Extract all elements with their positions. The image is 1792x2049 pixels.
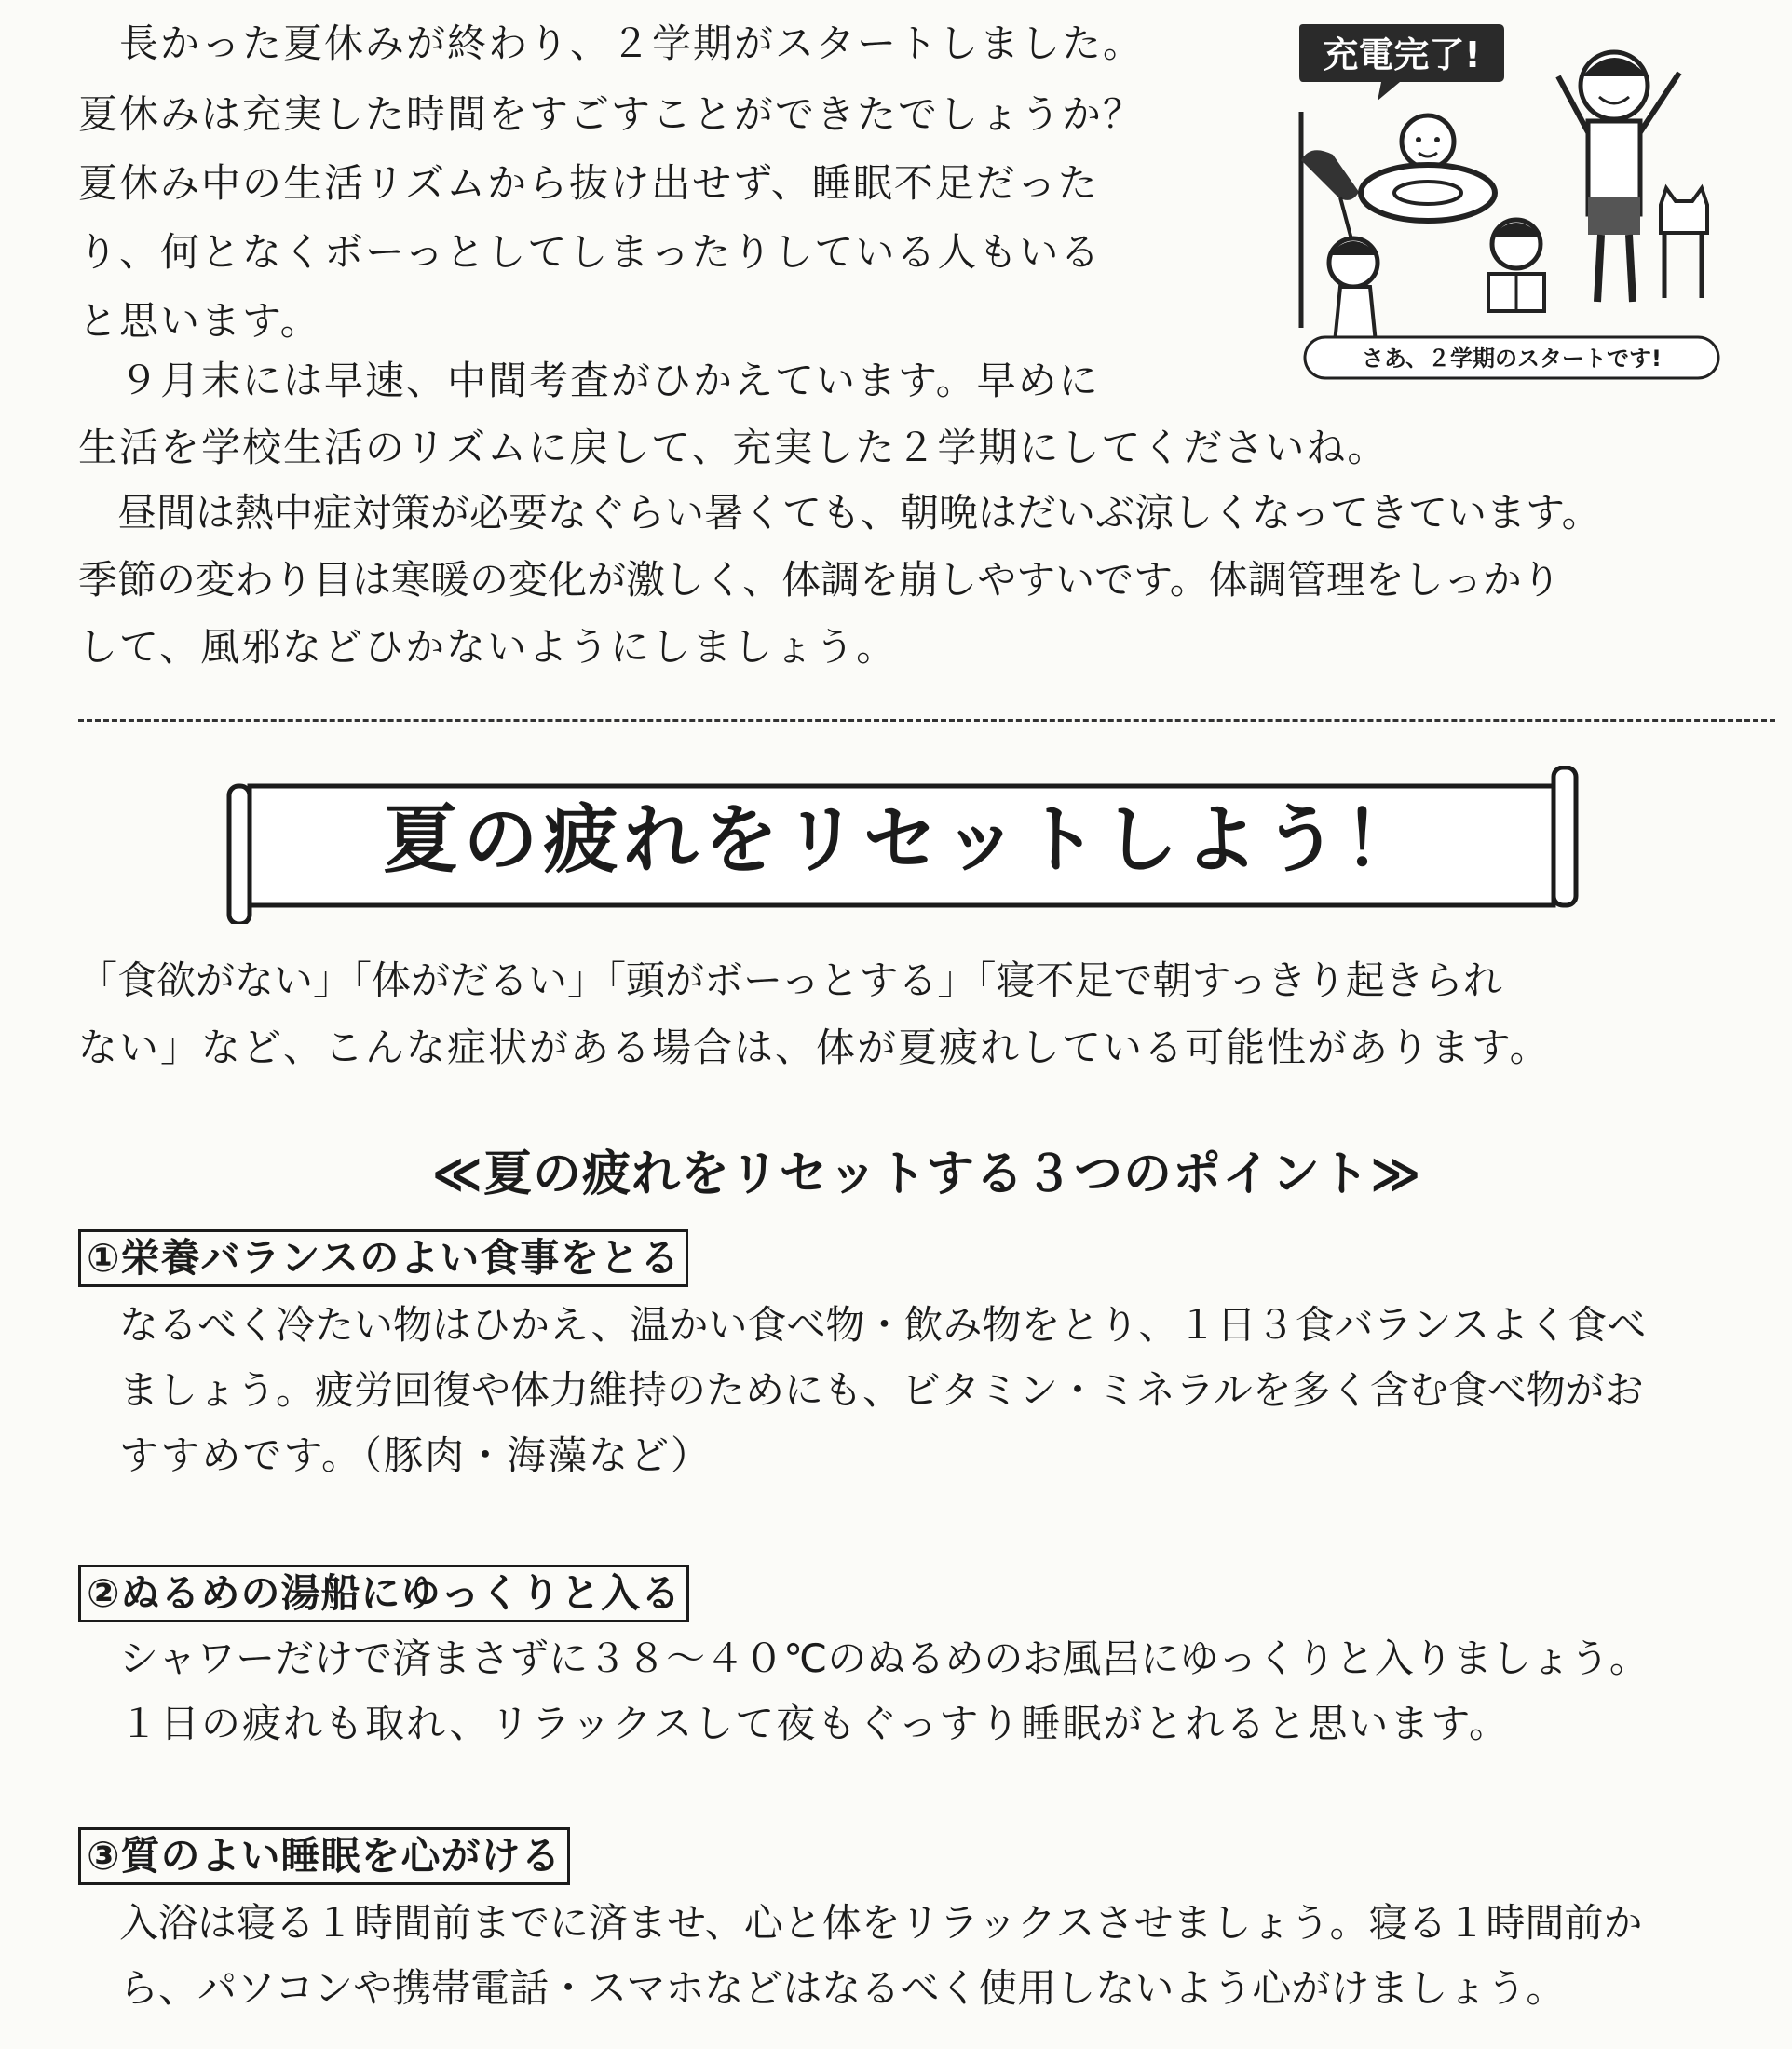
intro-line: 季節の変わり目は寒暖の変化が激しく、体調を崩しやすいです。体調管理をしっかり <box>78 557 1561 603</box>
intro-line: 生活を学校生活のリズムに戻して、充実した２学期にしてくださいね。 <box>78 425 1389 470</box>
point-1-line: すすめです。（豚肉・海藻など） <box>119 1432 713 1478</box>
bubble-text: 充電完了! <box>1323 34 1481 75</box>
point-2-title: ②ぬるめの湯船にゆっくりと入る <box>78 1565 689 1622</box>
points-heading: ≪夏の疲れをリセットする３つのポイント≫ <box>431 1147 1422 1202</box>
point-3-title: ③質のよい睡眠を心がける <box>78 1827 570 1885</box>
point-2-line: シャワーだけで済まさずに３８～４０℃のぬるめのお風呂にゆっくりと入りましょう。 <box>119 1635 1649 1681</box>
point-3-line: ら、パソコンや携帯電話・スマホなどはなるべく使用しないよう心がけましょう。 <box>119 1965 1566 2011</box>
symptoms-line: ない」など、こんな症状がある場合は、体が夏疲れしている可能性があります。 <box>78 1024 1551 1070</box>
speech-bubble <box>1299 24 1504 101</box>
kids-recharged-illustration <box>1288 20 1726 384</box>
section-divider <box>78 719 1775 722</box>
illustration-caption: さあ、２学期のスタートです! <box>1362 346 1662 372</box>
intro-line: して、風邪などひかないようにしましょう。 <box>78 624 898 670</box>
intro-line: 夏休みは充実した時間をすごすことができたでしょうか？ <box>78 91 1145 137</box>
intro-line: 長かった夏休みが終わり、２学期がスタートしました。 <box>78 20 1145 66</box>
intro-line: 昼間は熱中症対策が必要なぐらい暑くても、朝晩はだいぶ涼しくなってきています。 <box>78 490 1601 536</box>
intro-line: 夏休み中の生活リズムから抜け出せず、睡眠不足だった <box>78 160 1099 206</box>
intro-line: り、何となくボーっとしてしまったりしている人もいる <box>78 229 1102 275</box>
symptoms-line: 「食欲がない」「体がだるい」「頭がボーっとする」「寝不足で朝すっきり起きられ <box>78 957 1502 1003</box>
intro-line: ９月末には早速、中間考査がひかえています。早めに <box>78 358 1100 403</box>
point-1-line: なるべく冷たい物はひかえ、温かい食べ物・飲み物をとり、１日３食バランスよく食べ <box>119 1302 1647 1348</box>
point-1-line: ましょう。疲労回復や体力維持のためにも、ビタミン・ミネラルを多く含む食べ物がお <box>119 1367 1644 1413</box>
point-2-line: １日の疲れも取れ、リラックスして夜もぐっすり睡眠がとれると思います。 <box>119 1701 1511 1746</box>
intro-line: と思います。 <box>78 298 321 344</box>
banner-title: 夏の疲れをリセットしよう！ <box>383 796 1424 883</box>
point-1-title: ①栄養バランスのよい食事をとる <box>78 1229 688 1287</box>
point-3-line: 入浴は寝る１時間前までに済ませ、心と体をリラックスさせましょう。寝る１時間前か <box>119 1900 1643 1946</box>
